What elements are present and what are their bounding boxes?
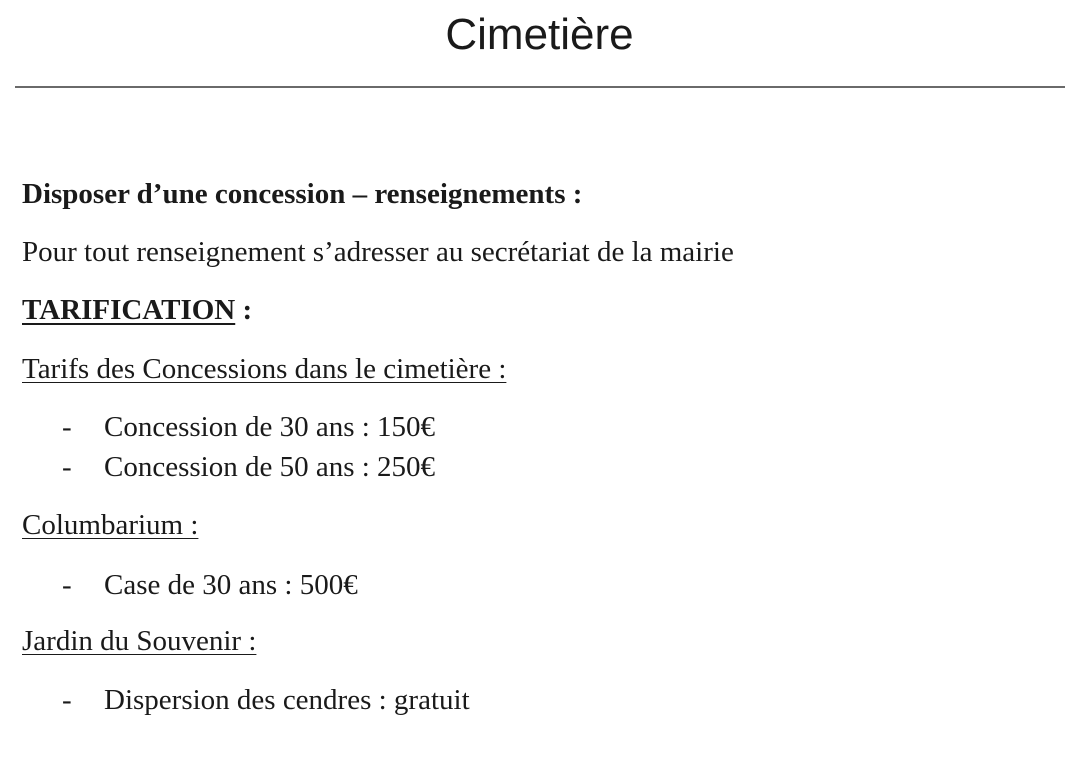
tarification-heading [22, 292, 252, 328]
section-heading: Disposer d’une concession – renseignements : [22, 178, 583, 210]
bullet-dash: - [62, 569, 72, 601]
tarification-label: TARIFICATION [22, 294, 236, 326]
bullet-dash: - [62, 451, 72, 483]
tarification-suffix: : [235, 294, 253, 326]
bullet-dash: - [62, 411, 72, 443]
case-30-price: Case de 30 ans : 500€ [104, 569, 358, 601]
page-title: Cimetière [445, 10, 634, 59]
dispersion-price: Dispersion des cendres : gratuit [104, 684, 470, 716]
concession-30-price: Concession de 30 ans : 150€ [104, 411, 436, 443]
jardin-heading: Jardin du Souvenir : [22, 625, 257, 657]
info-text: Pour tout renseignement s’adresser au secrétariat de la mairie [22, 236, 734, 268]
concession-50-price: Concession de 50 ans : 250€ [104, 451, 436, 483]
concessions-heading: Tarifs des Concessions dans le cimetière : [22, 353, 507, 385]
columbarium-heading: Columbarium : [22, 509, 199, 541]
bullet-dash: - [62, 684, 72, 716]
title-divider [15, 86, 1065, 88]
